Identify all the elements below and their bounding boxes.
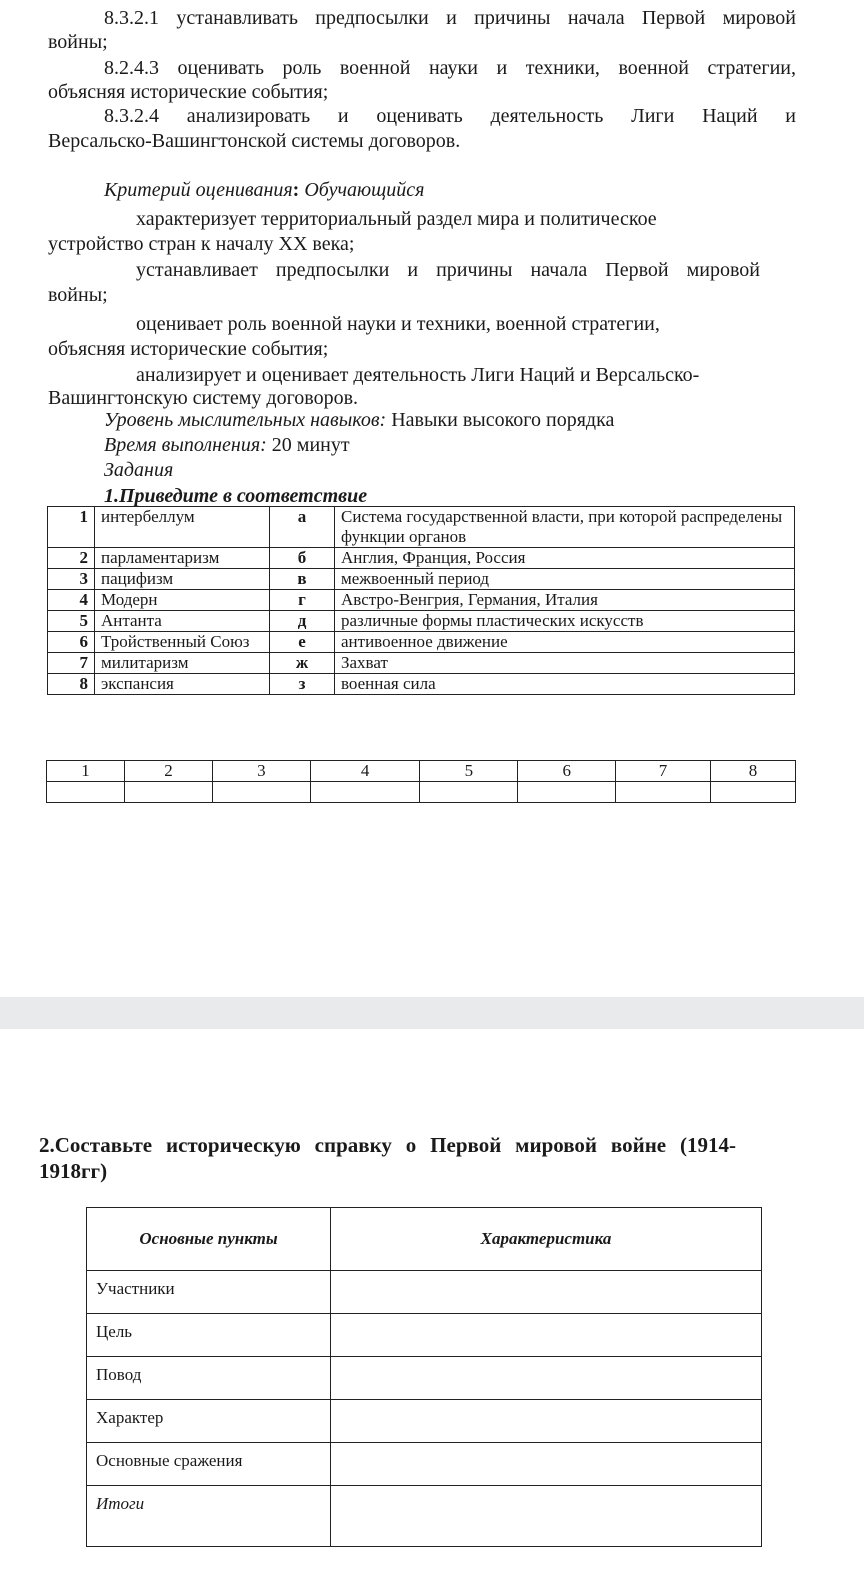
term-cell: милитаризм (95, 653, 270, 674)
answer-header-cell: 4 (310, 761, 420, 782)
description-cell: различные формы пластических искусств (335, 611, 795, 632)
row-number: 1 (48, 507, 95, 548)
row-number: 3 (48, 569, 95, 590)
term-cell: Модерн (95, 590, 270, 611)
column-header-characteristic: Характеристика (331, 1208, 762, 1271)
answer-input-cell[interactable] (518, 782, 616, 803)
term-cell: экспансия (95, 674, 270, 695)
main-point-cell: Итоги (87, 1486, 331, 1547)
criterion-3-line-1: оценивает роль военной науки и техники, военной стратегии, (136, 313, 660, 335)
row-number: 4 (48, 590, 95, 611)
term-cell: пацифизм (95, 569, 270, 590)
reference-row (87, 1357, 762, 1400)
tasks-label: Задания (104, 459, 174, 481)
objective-2-line-2: объясняя исторические события; (48, 81, 329, 103)
matching-row (48, 590, 795, 611)
reference-row (87, 1443, 762, 1486)
characteristic-input-cell[interactable] (331, 1271, 762, 1314)
criterion-1-line-1: характеризует территориальный раздел мира и политическое (136, 208, 657, 230)
answer-grid (46, 760, 796, 803)
characteristic-input-cell[interactable] (331, 1314, 762, 1357)
matching-row (48, 632, 795, 653)
matching-row (48, 674, 795, 695)
task-1-title: 1.Приведите в соответствие (104, 485, 368, 507)
letter-cell: в (270, 569, 335, 590)
row-number: 8 (48, 674, 95, 695)
answer-header-cell: 5 (420, 761, 518, 782)
page-2 (0, 1029, 864, 1587)
objective-3-line-2: Версальско-Вашингтонской системы договоров. (48, 130, 461, 152)
objective-2-line-1: 8.2.4.3 оценивать роль военной науки и техники, военной стратегии, (104, 57, 796, 79)
matching-table-body (48, 507, 795, 695)
thinking-level (104, 408, 614, 432)
description-cell: Англия, Франция, Россия (335, 548, 795, 569)
description-cell: межвоенный период (335, 569, 795, 590)
column-header-main-points: Основные пункты (87, 1208, 331, 1271)
answer-header-cell: 7 (616, 761, 711, 782)
criteria-label: Критерий оценивания (104, 179, 293, 201)
main-point-cell: Характер (87, 1400, 331, 1443)
criterion-3-line-2: объясняя исторические события; (48, 338, 329, 360)
criteria-heading (104, 178, 424, 202)
time-limit-value: 20 минут (271, 434, 350, 456)
reference-row (87, 1486, 762, 1547)
description-cell: Австро-Венгрия, Германия, Италия (335, 590, 795, 611)
row-number: 2 (48, 548, 95, 569)
criterion-1-line-2: устройство стран к началу XX века; (48, 233, 355, 255)
letter-cell: б (270, 548, 335, 569)
answer-input-cell[interactable] (47, 782, 125, 803)
letter-cell: з (270, 674, 335, 695)
main-point-cell: Основные сражения (87, 1443, 331, 1486)
criterion-4-line-2: Вашингтонскую систему договоров. (48, 387, 359, 409)
description-cell: Захват (335, 653, 795, 674)
letter-cell: г (270, 590, 335, 611)
row-number: 6 (48, 632, 95, 653)
characteristic-input-cell[interactable] (331, 1400, 762, 1443)
main-point-cell: Цель (87, 1314, 331, 1357)
objective-3-line-1: 8.3.2.4 анализировать и оценивать деятельность Лиги Наций и (104, 105, 796, 127)
objective-1-line-1: 8.3.2.1 устанавливать предпосылки и причины начала Первой мировой (104, 7, 796, 29)
matching-row (48, 569, 795, 590)
letter-cell: а (270, 507, 335, 548)
answer-input-cell[interactable] (125, 782, 213, 803)
answer-header-cell: 8 (710, 761, 795, 782)
term-cell: Тройственный Союз (95, 632, 270, 653)
characteristic-input-cell[interactable] (331, 1443, 762, 1486)
page-separator (0, 997, 864, 1029)
criterion-2-line-2: войны; (48, 284, 108, 306)
characteristic-input-cell[interactable] (331, 1486, 762, 1547)
objective-1-line-2: войны; (48, 31, 108, 53)
main-point-cell: Участники (87, 1271, 331, 1314)
answer-input-cell[interactable] (420, 782, 518, 803)
matching-row (48, 507, 795, 548)
row-number: 5 (48, 611, 95, 632)
time-limit (104, 433, 350, 457)
matching-row (48, 548, 795, 569)
reference-header-row (87, 1208, 762, 1271)
answer-header-cell: 1 (47, 761, 125, 782)
description-cell: антивоенное движение (335, 632, 795, 653)
reference-row (87, 1400, 762, 1443)
matching-table (47, 506, 795, 695)
criterion-4-line-1: анализирует и оценивает деятельность Лиги Наций и Версальско- (136, 364, 700, 386)
letter-cell: д (270, 611, 335, 632)
thinking-level-value: Навыки высокого порядка (391, 409, 615, 431)
criteria-colon: : (292, 179, 300, 201)
criteria-subject: Обучающийся (304, 179, 425, 201)
time-limit-label: Время выполнения: (104, 434, 267, 456)
letter-cell: ж (270, 653, 335, 674)
term-cell: парламентаризм (95, 548, 270, 569)
description-cell: Система государственной власти, при которой распределены функции органов (335, 507, 795, 548)
main-point-cell: Повод (87, 1357, 331, 1400)
reference-row (87, 1314, 762, 1357)
matching-row (48, 611, 795, 632)
historical-reference-table (86, 1207, 762, 1547)
task-2-title-line-2: 1918гг) (39, 1159, 108, 1183)
answer-input-cell[interactable] (213, 782, 311, 803)
answer-input-cell[interactable] (616, 782, 711, 803)
answer-grid-header-row (47, 761, 796, 782)
thinking-level-label: Уровень мыслительных навыков: (104, 409, 387, 431)
answer-header-cell: 6 (518, 761, 616, 782)
term-cell: интербеллум (95, 507, 270, 548)
answer-input-cell[interactable] (310, 782, 420, 803)
task-2-title-line-1: 2.Составьте историческую справку о Первой мировой войне (1914- (39, 1133, 736, 1157)
term-cell: Антанта (95, 611, 270, 632)
answer-grid-input-row (47, 782, 796, 803)
letter-cell: е (270, 632, 335, 653)
row-number: 7 (48, 653, 95, 674)
answer-input-cell[interactable] (710, 782, 795, 803)
criterion-2-line-1: устанавливает предпосылки и причины начала Первой мировой (136, 259, 760, 281)
reference-row (87, 1271, 762, 1314)
matching-row (48, 653, 795, 674)
characteristic-input-cell[interactable] (331, 1357, 762, 1400)
description-cell: военная сила (335, 674, 795, 695)
answer-header-cell: 2 (125, 761, 213, 782)
answer-header-cell: 3 (213, 761, 311, 782)
